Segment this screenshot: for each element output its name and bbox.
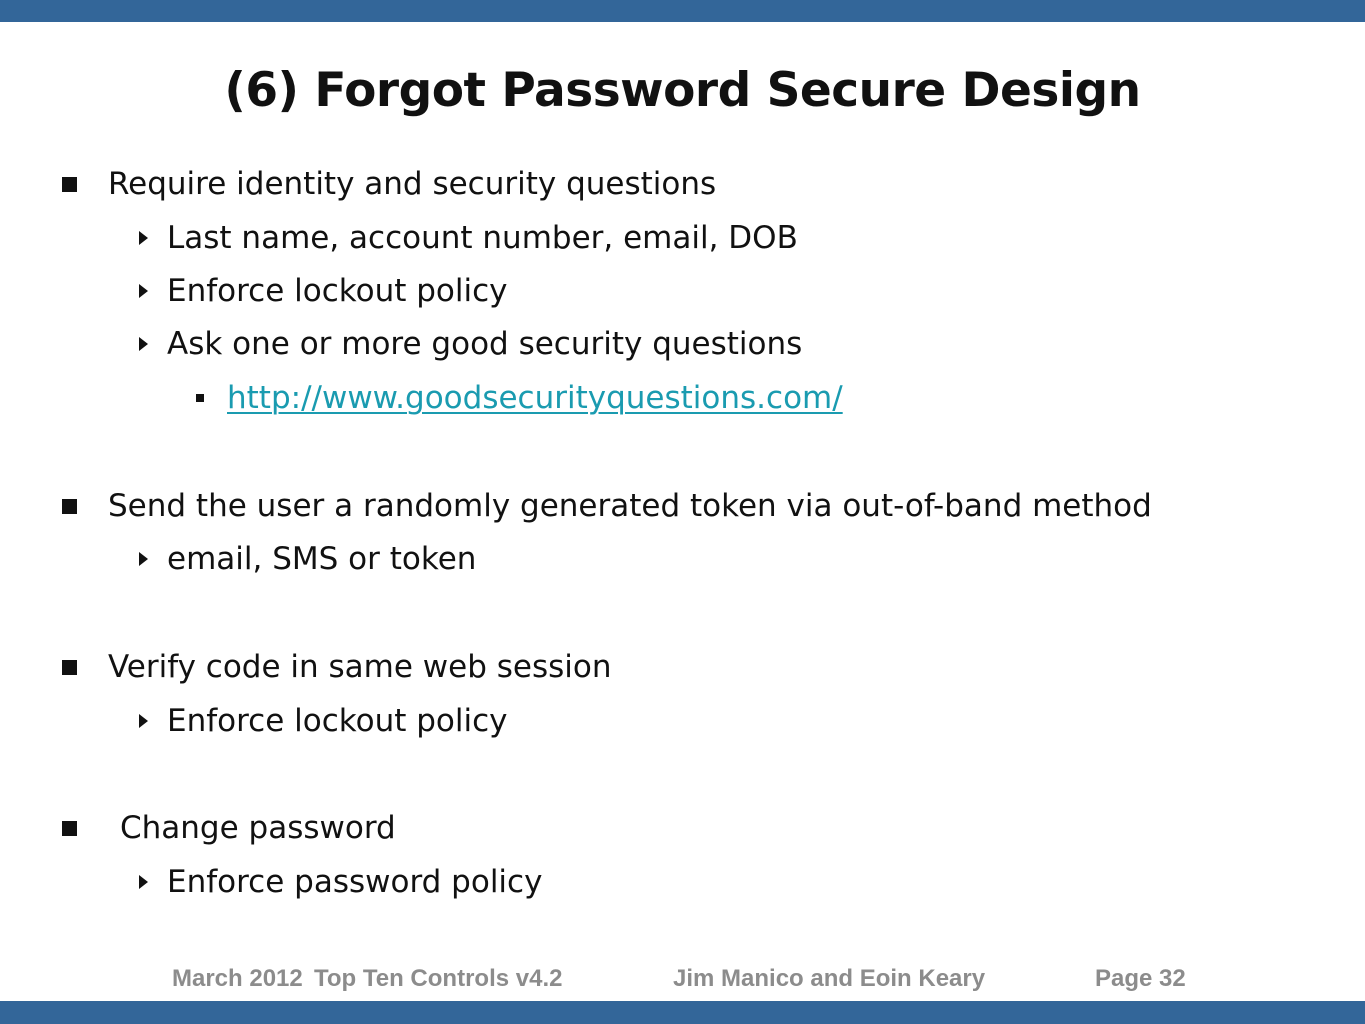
sub-bullet-text: Ask one or more good security questions	[167, 326, 803, 362]
top-bar	[0, 0, 1365, 22]
triangle-bullet-icon	[139, 284, 148, 298]
bullet-item	[62, 486, 1152, 526]
bullet-text: Change password	[120, 810, 396, 846]
sub-bullet-item	[135, 324, 802, 364]
footer-date: March 2012	[172, 965, 303, 992]
footer-page-number: Page 32	[1095, 965, 1186, 992]
small-square-bullet-icon	[196, 394, 204, 402]
triangle-bullet-icon	[139, 337, 148, 351]
triangle-bullet-icon	[139, 875, 148, 889]
sub-bullet-text: email, SMS or token	[167, 541, 477, 577]
sub-bullet-item	[135, 271, 508, 311]
sub-bullet-text: Enforce password policy	[167, 864, 543, 900]
triangle-bullet-icon	[139, 714, 148, 728]
security-questions-link[interactable]: http://www.goodsecurityquestions.com/	[227, 380, 843, 416]
sub-bullet-text: Last name, account number, email, DOB	[167, 220, 798, 256]
triangle-bullet-icon	[139, 231, 148, 245]
sub-bullet-text: Enforce lockout policy	[167, 273, 508, 309]
slide-title: (6) Forgot Password Secure Design	[224, 63, 1141, 118]
sub-sub-bullet-item	[196, 378, 843, 418]
bullet-item	[62, 808, 396, 848]
bullet-item	[62, 647, 612, 687]
bullet-text: Verify code in same web session	[108, 649, 612, 685]
sub-bullet-item	[135, 539, 476, 579]
footer-deck-title: Top Ten Controls v4.2	[314, 965, 563, 992]
bullet-text: Require identity and security questions	[108, 166, 717, 202]
bullet-item	[62, 164, 716, 204]
square-bullet-icon	[62, 660, 77, 675]
sub-bullet-item	[135, 862, 542, 902]
bottom-bar	[0, 1001, 1365, 1024]
bullet-text: Send the user a randomly generated token via out-of-band method	[108, 488, 1152, 524]
triangle-bullet-icon	[139, 552, 148, 566]
footer-authors: Jim Manico and Eoin Keary	[673, 965, 986, 992]
sub-bullet-text: Enforce lockout policy	[167, 703, 508, 739]
square-bullet-icon	[62, 177, 77, 192]
sub-bullet-item	[135, 218, 798, 258]
sub-bullet-item	[135, 701, 508, 741]
square-bullet-icon	[62, 821, 77, 836]
square-bullet-icon	[62, 499, 77, 514]
